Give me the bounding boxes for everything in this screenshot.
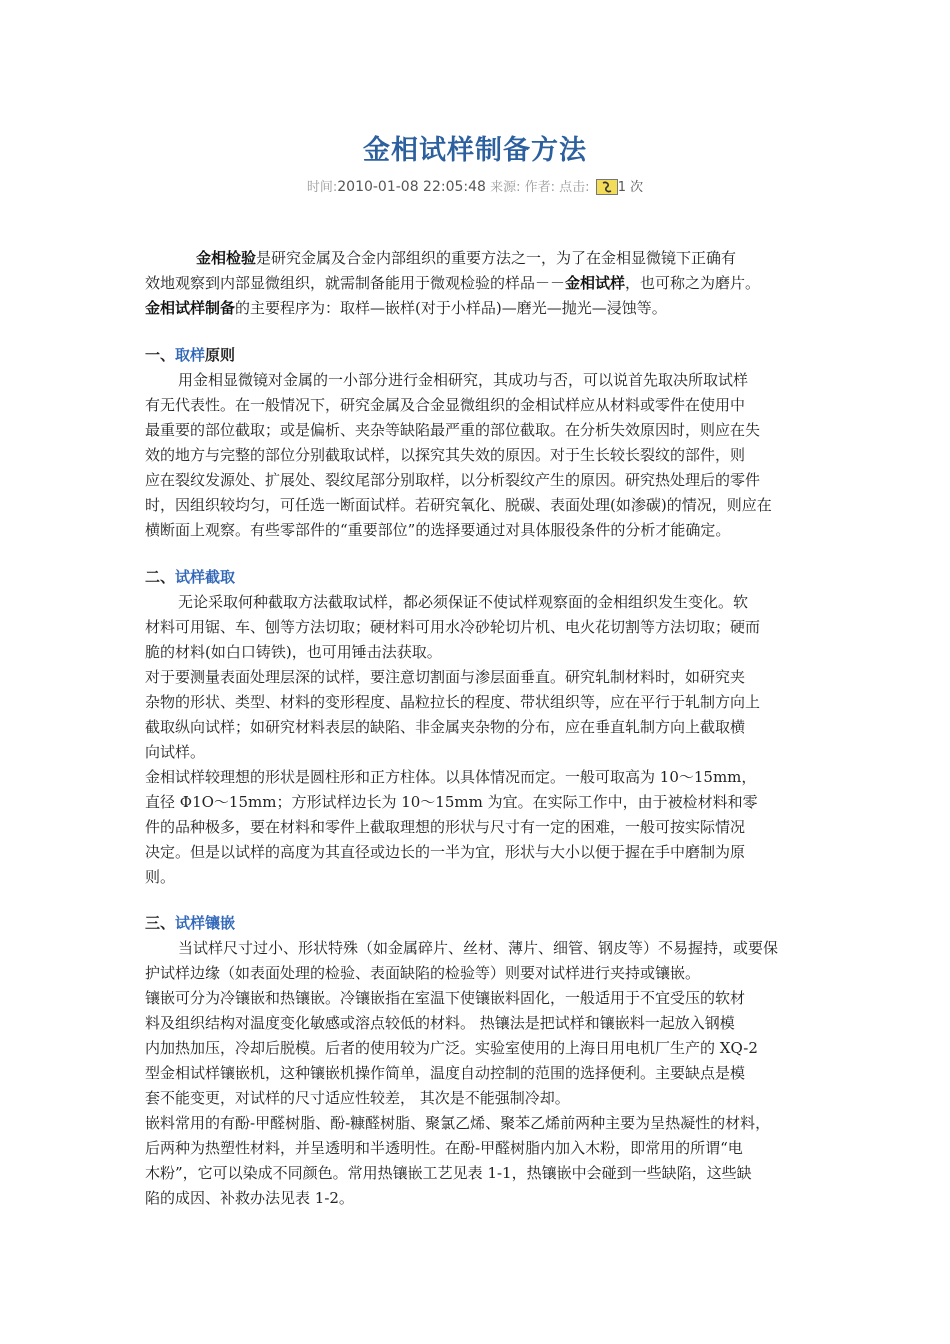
paragraph-line: 陷的成因、补救办法见表 1-2。	[145, 1189, 354, 1207]
text: 效地观察到内部显微组织，就需制备能用于微观检验的样品－－	[145, 274, 566, 292]
paragraph-line: 件的品种极多，要在材料和零件上截取理想的形状与尺寸有一定的困难，一般可按实际情况	[145, 818, 746, 836]
clicks-count: 1	[617, 180, 626, 195]
paragraph-line: 料及组织结构对温度变化敏感或溶点较低的材料。 热镶法是把试样和镶嵌料一起放入钢模	[145, 1014, 735, 1032]
intro-line	[196, 247, 876, 269]
paragraph-line: 材料可用锯、车、刨等方法切取；硬材料可用水冷砂轮切片机、电火花切割等方法切取；硬而	[145, 618, 761, 636]
section-heading-1	[145, 344, 825, 366]
paragraph-line: 横断面上观察。有些零部件的“重要部位”的选择要通过对具体服役条件的分析才能确定。	[145, 521, 731, 539]
paragraph-line: 有无代表性。在一般情况下，研究金属及合金显微组织的金相试样应从材料或零件在使用中	[145, 396, 746, 414]
time-label: 时间:	[306, 180, 338, 195]
clicks-unit: 次	[630, 180, 644, 195]
paragraph-line: 用金相显微镜对金属的一小部分进行金相研究，其成功与否，可以说首先取决所取试样	[178, 371, 749, 389]
section-heading-2	[145, 566, 825, 588]
section-number: 三、	[145, 914, 176, 932]
paragraph-line: 则。	[145, 868, 176, 886]
paragraph-line: 后两种为热塑性材料，并呈透明和半透明性。在酚-甲醛树脂内加入木粉，即常用的所谓“电	[145, 1139, 743, 1157]
paragraph-line: 截取纵向试样；如研究材料表层的缺陷、非金属夹杂物的分布，应在垂直轧制方向上截取横	[145, 718, 746, 736]
timestamp: 2010-01-08 22:05:48	[337, 179, 486, 195]
paragraph-line: 向试样。	[145, 743, 206, 761]
keyword: 金相试样	[565, 274, 626, 292]
paragraph-line: 套不能变更，对试样的尺寸适应性较差， 其次是不能强制冷却。	[145, 1089, 570, 1107]
text: 是研究金属及合金内部组织的重要方法之一，为了在金相显微镜下正确有	[256, 249, 737, 267]
paragraph-line: 金相试样较理想的形状是圆柱形和正方柱体。以具体情况而定。一般可取高为 10～15mm，	[145, 768, 757, 786]
paragraph-line: 应在裂纹发源处、扩展处、裂纹尾部分别取样，以分析裂纹产生的原因。研究热处理后的零件	[145, 471, 761, 489]
author-label: 作者:	[524, 180, 556, 195]
paragraph-line: 脆的材料(如白口铸铁)，也可用锤击法获取。	[145, 643, 442, 661]
paragraph-line: 无论采取何种截取方法截取试样，都必须保证不使试样观察面的金相组织发生变化。软	[178, 593, 749, 611]
text: ，也可称之为磨片。	[625, 274, 761, 292]
clicks-label: 点击:	[559, 180, 590, 195]
source-label: 来源:	[490, 180, 521, 195]
article-title: 金相试样制备方法	[363, 135, 587, 166]
section-keyword-link[interactable]: 试样镶嵌	[175, 914, 236, 932]
paragraph-line: 最重要的部位截取；或是偏析、夹杂等缺陷最严重的部位截取。在分析失效原因时，则应在失	[145, 421, 761, 439]
section-keyword-link[interactable]: 取样	[175, 346, 206, 364]
intro-line	[145, 272, 825, 294]
article-meta	[0, 176, 950, 195]
paragraph-line: 木粉”，它可以染成不同颜色。常用热镶嵌工艺见表 1-1，热镶嵌中会碰到一些缺陷，这些缺	[145, 1164, 752, 1182]
counter-icon	[596, 179, 618, 195]
paragraph-line: 护试样边缘（如表面处理的检验、表面缺陷的检验等）则要对试样进行夹持或镶嵌。	[145, 964, 701, 982]
paragraph-line: 杂物的形状、类型、材料的变形程度、晶粒拉长的程度、带状组织等，应在平行于轧制方向上	[145, 693, 761, 711]
paragraph-line: 型金相试样镶嵌机，这种镶嵌机操作简单，温度自动控制的范围的选择便利。主要缺点是模	[145, 1064, 746, 1082]
section-keyword-link[interactable]: 试样截取	[175, 568, 236, 586]
section-heading-rest: 原则	[205, 346, 236, 364]
paragraph-line: 当试样尺寸过小、形状特殊（如金属碎片、丝材、薄片、细管、钢皮等）不易握持，或要保	[178, 939, 779, 957]
paragraph-line: 直径 Φ1O～15mm；方形试样边长为 10～15mm 为宜。在实际工作中，由于被检材料和零	[145, 793, 758, 811]
section-number: 二、	[145, 568, 176, 586]
paragraph-line: 内加热加压，冷却后脱模。后者的使用较为广泛。实验室使用的上海日用电机厂生产的 XQ-2	[145, 1039, 758, 1057]
paragraph-line: 效的地方与完整的部位分别截取试样，以探究其失效的原因。对于生长较长裂纹的部件，则	[145, 446, 746, 464]
paragraph-line: 嵌料常用的有酚-甲醛树脂、酚-糠醛树脂、聚氯乙烯、聚苯乙烯前两种主要为呈热凝性的材料，	[145, 1114, 771, 1132]
paragraph-line: 对于要测量表面处理层深的试样，要注意切割面与渗层面垂直。研究轧制材料时，如研究夹	[145, 668, 746, 686]
keyword: 金相检验	[196, 249, 257, 267]
text: 的主要程序为：取样—嵌样(对于小样品)—磨光—抛光—浸蚀等。	[235, 299, 667, 317]
keyword: 金相试样制备	[145, 299, 236, 317]
paragraph-line: 决定。但是以试样的高度为其直径或边长的一半为宜，形状与大小以便于握在手中磨制为原	[145, 843, 746, 861]
section-heading-3	[145, 912, 825, 934]
section-number: 一、	[145, 346, 176, 364]
intro-line	[145, 297, 825, 319]
paragraph-line: 时，因组织较均匀，可任选一断面试样。若研究氧化、脱碳、表面处理(如渗碳)的情况，则应在	[145, 496, 772, 514]
paragraph-line: 镶嵌可分为冷镶嵌和热镶嵌。冷镶嵌指在室温下使镶嵌料固化，一般适用于不宜受压的软材	[145, 989, 746, 1007]
